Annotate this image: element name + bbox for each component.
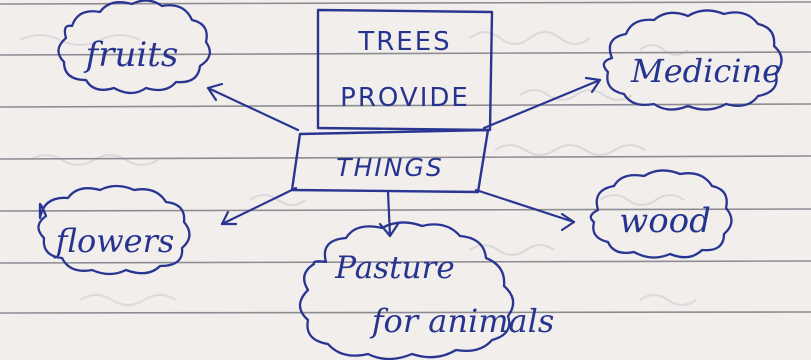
node-label-wood: wood xyxy=(619,201,711,241)
center-label-trees: TREES xyxy=(358,27,452,57)
center-label-things: THINGS xyxy=(336,153,444,182)
node-label-pasture-line1: Pasture xyxy=(335,250,455,286)
node-label-fruits: fruits xyxy=(85,35,179,75)
center-label-provide: PROVIDE xyxy=(340,83,470,113)
node-label-medicine: Medicine xyxy=(630,52,782,90)
node-label-pasture-line2: for animals xyxy=(371,302,555,340)
node-label-flowers: flowers xyxy=(55,222,175,260)
